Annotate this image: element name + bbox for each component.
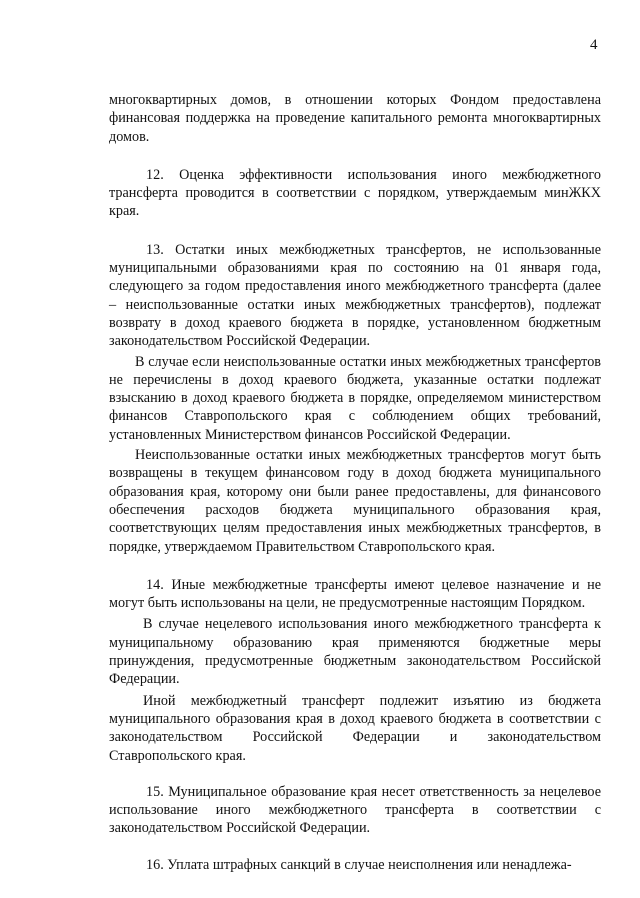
paragraph-item-14-measures: В случае нецелевого использования иного межбюджетного трансферта к муниципальному образованию края применяются бюджетные меры принуждения, предусмотренные бюджетным законодательством Российской Федерации. [109, 616, 601, 688]
paragraph-item-13: 13. Остатки иных межбюджетных трансфертов, не использованные муниципальными образованиями края по состоянию на 01 января года, следующего за годом предоставления иного межбюджетного трансферта (далее – неиспользованные остатки иных межбюджетных трансфертов), подлежат возврату в доход краевого бюджета в порядке, установленном бюджетным законодательством Российской Федерации. [109, 241, 601, 350]
paragraph-item-15: 15. Муниципальное образование края несет ответственность за нецелевое использование иного межбюджетного трансферта в соответствии с законодательством Российской Федерации. [109, 783, 601, 837]
page-number: 4 [590, 37, 598, 53]
paragraph-item-14-seizure: Иной межбюджетный трансферт подлежит изъятию из бюджета муниципального образования края в доход краевого бюджета в соответствии с законодательством Российской Федерации и законодательством Ставропольского края. [109, 692, 601, 764]
paragraph-item-13-recovery: В случае если неиспользованные остатки иных межбюджетных трансфертов не перечислены в доход краевого бюджета, указанные остатки подлежат взысканию в доход краевого бюджета в порядке, определяемом министерством финансов Ставропольского края с соблюдением общих требований, установленных Министерством финансов Российской Федерации. [109, 353, 601, 443]
paragraph-continuation: многоквартирных домов, в отношении которых Фондом предоставлена финансовая поддержка на проведение капитального ремонта многоквартирных домов. [109, 92, 601, 145]
paragraph-item-13-return: Неиспользованные остатки иных межбюджетных трансфертов могут быть возвращены в текущем финансовом году в доход бюджета муниципального образования края, которому они были ранее предоставлены, для финансового обеспечения расходов бюджета муниципального образования края, соответствующих целям предоставления иных межбюджетных трансфертов, в порядке, утверждаемом Правительством Ставропольского края. [109, 447, 601, 555]
paragraph-item-16: 16. Уплата штрафных санкций в случае неисполнения или ненадлежа- [146, 856, 572, 873]
paragraph-item-14: 14. Иные межбюджетные трансферты имеют целевое назначение и не могут быть использованы на цели, не предусмотренные настоящим Порядком. [109, 576, 601, 612]
document-body [109, 91, 601, 874]
paragraph-item-12: 12. Оценка эффективности использования иного межбюджетного трансферта проводится в соответствии с порядком, утверждаемым минЖКХ края. [109, 166, 601, 220]
